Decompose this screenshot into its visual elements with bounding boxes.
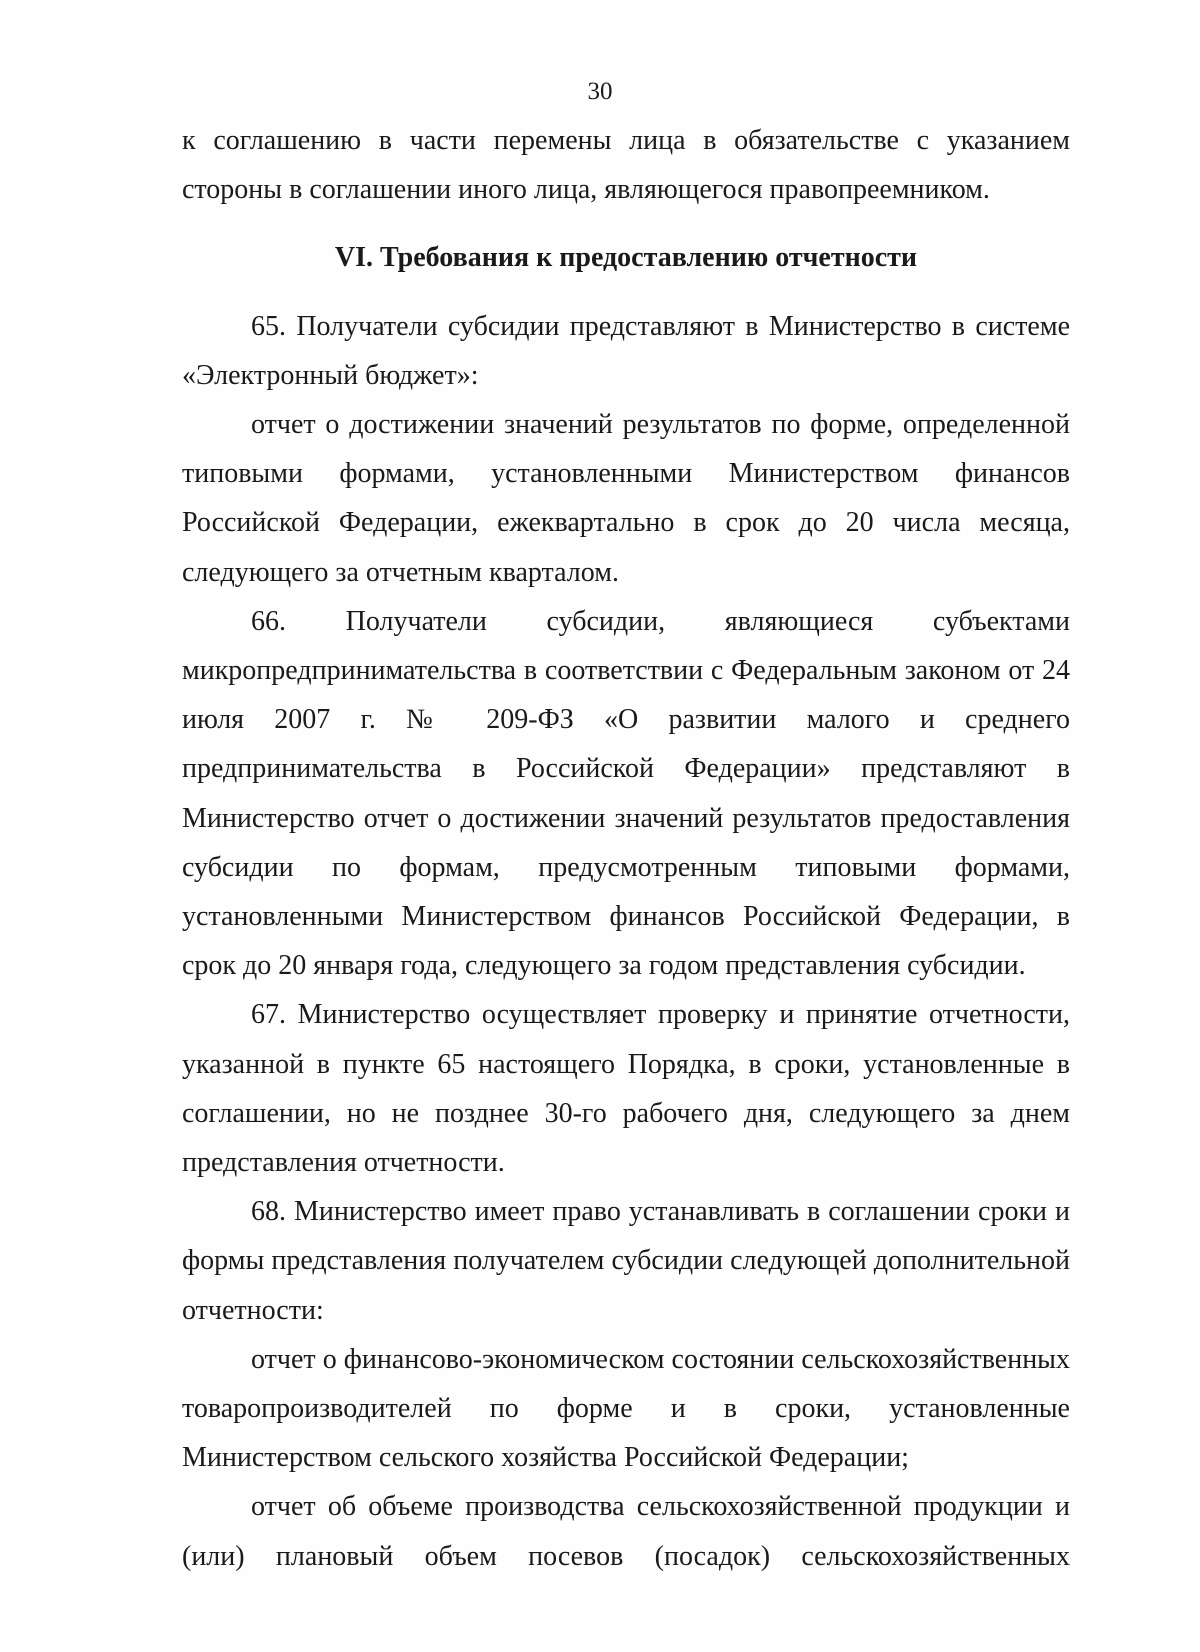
paragraph-68: 68. Министерство имеет право устанавливать в соглашении сроки и формы представления получателем субсидии следующей дополнительной отчетности: — [182, 1196, 1070, 1326]
paragraph-68-subitem-1: отчет о финансово-экономическом состоянии сельскохозяйственных товаропроизводителей по форме и в сроки, установленные Министерством сельского хозяйства Российской Федерации; — [182, 1343, 1070, 1474]
section-heading: VI. Требования к предоставлению отчетности — [334, 242, 918, 274]
page-number: 30 — [587, 78, 613, 105]
document-body — [182, 116, 1070, 1581]
paragraph-65: 65. Получатели субсидии представляют в Министерство в системе «Электронный бюджет»: — [182, 310, 1070, 391]
intro-paragraph: к соглашению в части перемены лица в обязательстве с указанием стороны в соглашении иного лица, являющегося правопреемником. — [182, 125, 1070, 206]
paragraph-65-subitem: отчет о достижении значений результатов по форме, определенной типовыми формами, установленными Министерством финансов Российской Федерации, ежеквартально в срок до 20 числа месяца, следующего за отчетным кварталом. — [182, 409, 1070, 588]
paragraph-66: 66. Получатели субсидии, являющиеся субъектами микропредпринимательства в соответствии с Федеральным законом от 24 июля 2007 г. № 209-ФЗ «О развитии малого и среднего предпринимательства в Российской Федерации» представляют в Министерство отчет о достижении значений результатов предоставления субсидии по формам, предусмотренным типовыми формами, установленными Министерством финансов Российской Федерации, в срок до 20 января года, следующего за годом представления субсидии. — [182, 605, 1070, 982]
paragraph-67: 67. Министерство осуществляет проверку и принятие отчетности, указанной в пункте 65 настоящего Порядка, в сроки, установленные в соглашении, но не позднее 30-го рабочего дня, следующего за днем представления отчетности. — [182, 999, 1070, 1179]
paragraph-68-subitem-2: отчет об объеме производства сельскохозяйственной продукции и (или) плановый объем посевов (посадок) сельскохозяйственных — [182, 1491, 1070, 1572]
